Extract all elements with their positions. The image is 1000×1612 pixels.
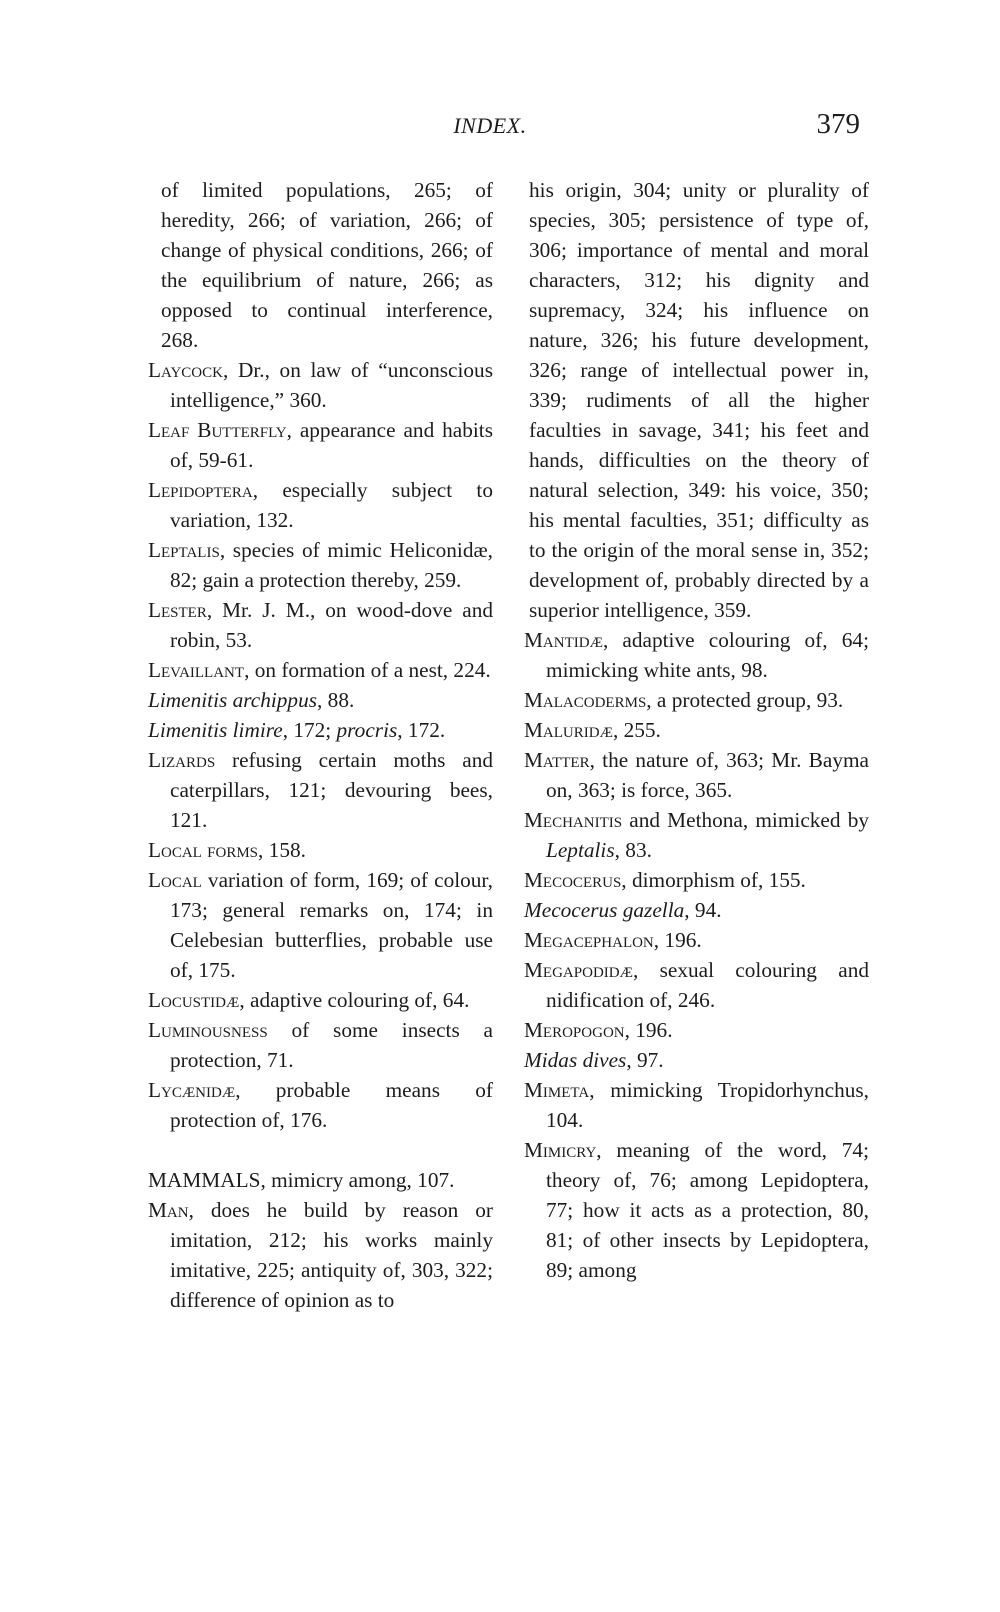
index-entry	[524, 805, 869, 865]
entry-headword: Megacephalon	[524, 928, 654, 952]
index-entry	[148, 985, 493, 1015]
index-entry	[148, 355, 493, 415]
index-entry	[524, 745, 869, 805]
left-entries-list	[148, 355, 493, 1315]
index-entry	[148, 655, 493, 685]
entry-text: , on formation of a nest, 224.	[244, 658, 491, 682]
entry-text: , species of mimic Heliconidæ, 82; gain a protection thereby, 259.	[170, 538, 493, 592]
entry-text: , adaptive colouring of, 64; mimicking white ants, 98.	[546, 628, 869, 682]
index-entry	[148, 595, 493, 655]
entry-headword-italic: Limenitis limire	[148, 718, 283, 742]
index-entry	[524, 865, 869, 895]
entry-text: , appearance and habits of, 59-61.	[170, 418, 493, 472]
entry-headword: Meropogon	[524, 1018, 625, 1042]
entry-headword: Locustidæ	[148, 988, 240, 1012]
index-entry	[524, 1045, 869, 1075]
index-entry	[148, 835, 493, 865]
running-header: INDEX.	[453, 113, 527, 138]
entry-headword: Lepidoptera	[148, 478, 253, 502]
entry-text: , mimicry among, 107.	[260, 1168, 455, 1192]
entry-headword-italic: Mecocerus gazella	[524, 898, 685, 922]
entry-text: , mimicking Tropidorhynchus, 104.	[546, 1078, 869, 1132]
index-entry	[148, 1195, 493, 1315]
index-entry	[524, 1015, 869, 1045]
entry-headword: Levaillant	[148, 658, 245, 682]
index-entry	[148, 745, 493, 835]
entry-text: , meaning of the word, 74; theory of, 76; among Lepidoptera, 77; how it acts as a protection, 80, 81; of other insects by Lepidoptera, 89; among	[546, 1138, 869, 1282]
index-entry	[148, 535, 493, 595]
entry-text: , 196.	[624, 1018, 673, 1042]
index-entry	[524, 1135, 869, 1285]
continued-entry-text: his origin, 304; unity or plurality of species, 305; persistence of type of, 306; importance of mental and moral characters, 312; his dignity and supremacy, 324; his influence on nature, 326; his future development, 326; range of intellectual power in, 339; rudiments of all the higher faculties in savage, 341; his feet and hands, difficulties on the theory of natural selection, 349: his voice, 350; his mental faculties, 351; difficulty as to the origin of the moral sense in, 352; development of, probably directed by a superior intelligence, 359.	[529, 178, 869, 622]
entry-text: , 88.	[317, 688, 355, 712]
entry-text: , adaptive colouring of, 64.	[239, 988, 470, 1012]
right-entries-list	[524, 625, 869, 1285]
section-gap	[148, 1135, 493, 1165]
entry-text-tail: , 83.	[614, 838, 652, 862]
page-number: 379	[816, 108, 860, 140]
entry-headword: Mimeta	[524, 1078, 590, 1102]
entry-text: , 172;	[282, 718, 337, 742]
entry-italic-term: procris	[336, 718, 398, 742]
index-entry	[148, 1165, 493, 1195]
index-entry	[524, 685, 869, 715]
entry-headword: Lizards	[148, 748, 216, 772]
entry-text: , 255.	[612, 718, 661, 742]
index-entry	[524, 715, 869, 745]
entry-headword: Lycænidæ	[148, 1078, 236, 1102]
entry-headword: Leaf Butterfly	[148, 418, 287, 442]
continued-entry-text: of limited populations, 265; of heredity, 266; of variation, 266; of change of physical conditions, 266; of the equilibrium of nature, 266; as opposed to continual interference, 268.	[161, 178, 493, 352]
entry-text: , 94.	[684, 898, 722, 922]
entry-text: , Dr., on law of “unconscious intelligence,” 360.	[170, 358, 493, 412]
entry-text: , sexual colouring and nidification of, 246.	[546, 958, 869, 1012]
right-column	[524, 175, 869, 1285]
index-entry	[524, 895, 869, 925]
entry-headword: Luminousness	[148, 1018, 268, 1042]
entry-headword: Mechanitis	[524, 808, 623, 832]
entry-headword: Lester	[148, 598, 207, 622]
entry-text: , the nature of, 363; Mr. Bayma on, 363; is force, 365.	[546, 748, 869, 802]
entry-text-tail: , 172.	[397, 718, 446, 742]
entry-headword-italic: Midas dives	[524, 1048, 627, 1072]
index-entry	[148, 1015, 493, 1075]
index-entry	[524, 625, 869, 685]
index-entry	[148, 685, 493, 715]
entry-headword: Man	[148, 1198, 189, 1222]
index-entry	[148, 415, 493, 475]
entry-headword: Mecocerus	[524, 868, 622, 892]
entry-headword: Mantidæ	[524, 628, 603, 652]
entry-headword: Local forms	[148, 838, 259, 862]
entry-text: , 196.	[653, 928, 702, 952]
entry-headword: Mimicry	[524, 1138, 597, 1162]
entry-text: , especially subject to variation, 132.	[170, 478, 493, 532]
entry-text: of some insects a protection, 71.	[170, 1018, 493, 1072]
entry-headword: Laycock	[148, 358, 223, 382]
index-entry	[148, 1075, 493, 1135]
entry-headword: Leptalis	[148, 538, 220, 562]
index-entry	[148, 475, 493, 535]
entry-headword: Malacoderms	[524, 688, 647, 712]
entry-text: , 97.	[626, 1048, 664, 1072]
entry-text: , 158.	[258, 838, 306, 862]
index-entry	[524, 1075, 869, 1135]
entry-headword: Local	[148, 868, 202, 892]
index-entry	[524, 925, 869, 955]
entry-headword: Megapodidæ	[524, 958, 633, 982]
entry-italic-term: Leptalis	[546, 838, 615, 862]
entry-text: , does he build by reason or imitation, 212; his works mainly imitative, 225; antiquity of, 303, 322; difference of opinion as to	[170, 1198, 493, 1312]
index-entry	[148, 715, 493, 745]
entry-text: and Methona, mimicked by	[622, 808, 869, 832]
entry-text: , probable means of protection of, 176.	[170, 1078, 493, 1132]
index-entry	[148, 865, 493, 985]
entry-text: , Mr. J. M., on wood-dove and robin, 53.	[170, 598, 493, 652]
entry-text: , dimorphism of, 155.	[621, 868, 806, 892]
entry-headword: MAMMALS	[148, 1168, 261, 1192]
entry-headword-italic: Limenitis archippus	[148, 688, 318, 712]
entry-text: refusing certain moths and caterpillars, 121; devouring bees, 121.	[170, 748, 493, 832]
left-column	[148, 175, 493, 1315]
entry-text: variation of form, 169; of colour, 173; general remarks on, 174; in Celebesian butterflies, probable use of, 175.	[170, 868, 493, 982]
index-entry	[524, 955, 869, 1015]
entry-headword: Matter	[524, 748, 590, 772]
entry-text: , a protected group, 93.	[646, 688, 844, 712]
entry-headword: Maluridæ	[524, 718, 613, 742]
